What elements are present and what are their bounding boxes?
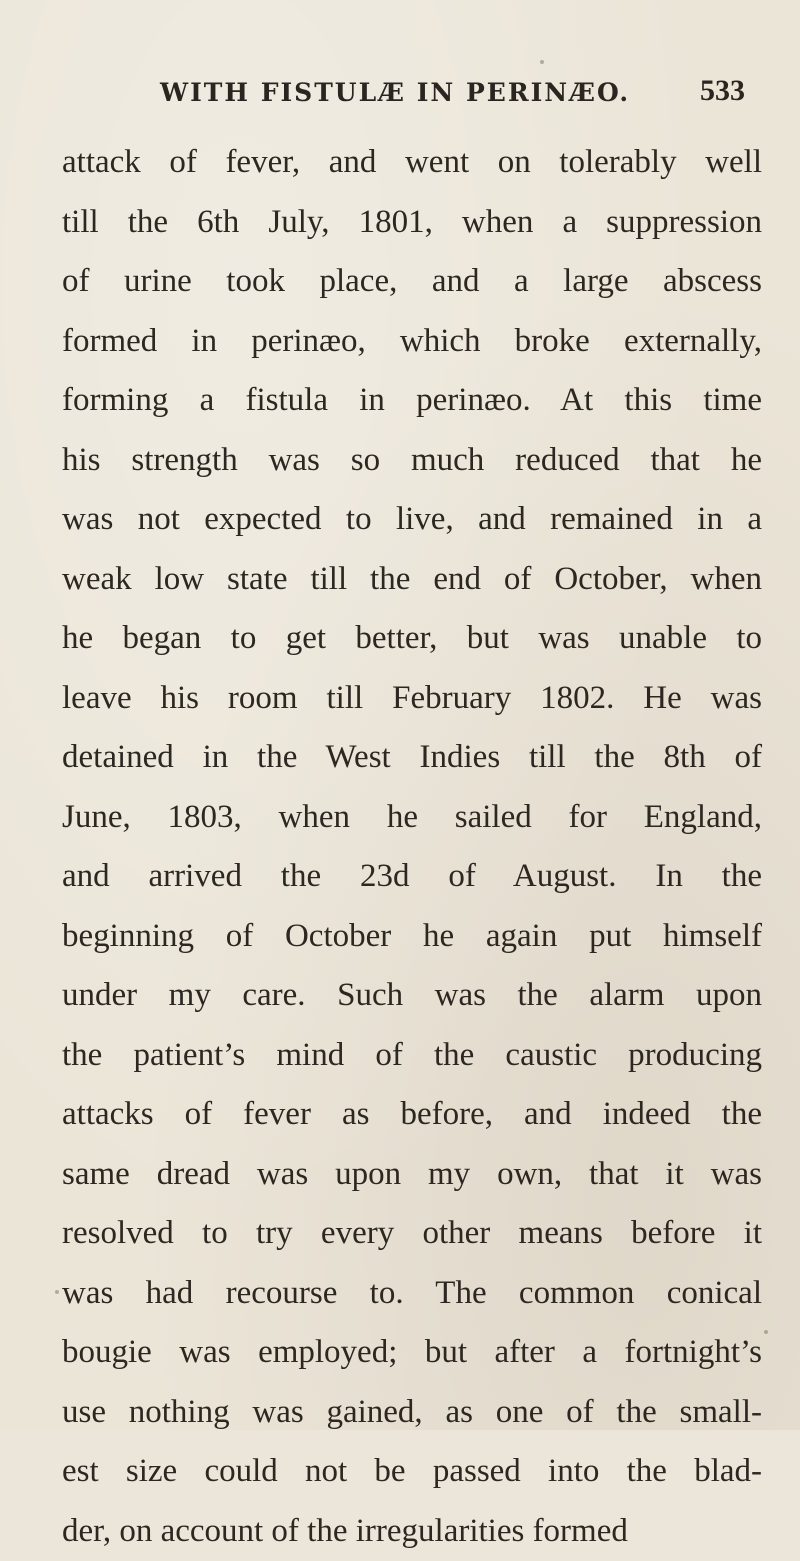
text-line: der, on account of the irregularities formed bbox=[62, 1502, 762, 1561]
page-number: 533 bbox=[700, 74, 745, 108]
paper-speck bbox=[764, 1330, 768, 1334]
text-line: same dread was upon my own, that it was bbox=[62, 1145, 762, 1205]
body-text bbox=[62, 133, 762, 1561]
text-line: bougie was employed; but after a fortnight’s bbox=[62, 1323, 762, 1383]
text-line: the patient’s mind of the caustic producing bbox=[62, 1026, 762, 1086]
text-line: est size could not be passed into the blad- bbox=[62, 1442, 762, 1502]
text-line: he began to get better, but was unable to bbox=[62, 609, 762, 669]
text-line: till the 6th July, 1801, when a suppression bbox=[62, 193, 762, 253]
text-line: detained in the West Indies till the 8th of bbox=[62, 728, 762, 788]
text-line: use nothing was gained, as one of the small- bbox=[62, 1383, 762, 1443]
text-line: under my care. Such was the alarm upon bbox=[62, 966, 762, 1026]
paper-speck bbox=[540, 60, 544, 64]
text-line: weak low state till the end of October, when bbox=[62, 550, 762, 610]
text-line: and arrived the 23d of August. In the bbox=[62, 847, 762, 907]
running-header-title: WITH FISTULÆ IN PERINÆO. bbox=[160, 78, 640, 107]
text-line: his strength was so much reduced that he bbox=[62, 431, 762, 491]
text-line: was not expected to live, and remained in a bbox=[62, 490, 762, 550]
text-line: June, 1803, when he sailed for England, bbox=[62, 788, 762, 848]
paper-speck bbox=[55, 1290, 59, 1294]
text-line: resolved to try every other means before it bbox=[62, 1204, 762, 1264]
text-line: of urine took place, and a large abscess bbox=[62, 252, 762, 312]
text-line: formed in perinæo, which broke externally, bbox=[62, 312, 762, 372]
text-line: forming a fistula in perinæo. At this time bbox=[62, 371, 762, 431]
text-line: attack of fever, and went on tolerably well bbox=[62, 133, 762, 193]
text-line: leave his room till February 1802. He was bbox=[62, 669, 762, 729]
text-line: beginning of October he again put himself bbox=[62, 907, 762, 967]
text-line: was had recourse to. The common conical bbox=[62, 1264, 762, 1324]
text-line: attacks of fever as before, and indeed the bbox=[62, 1085, 762, 1145]
